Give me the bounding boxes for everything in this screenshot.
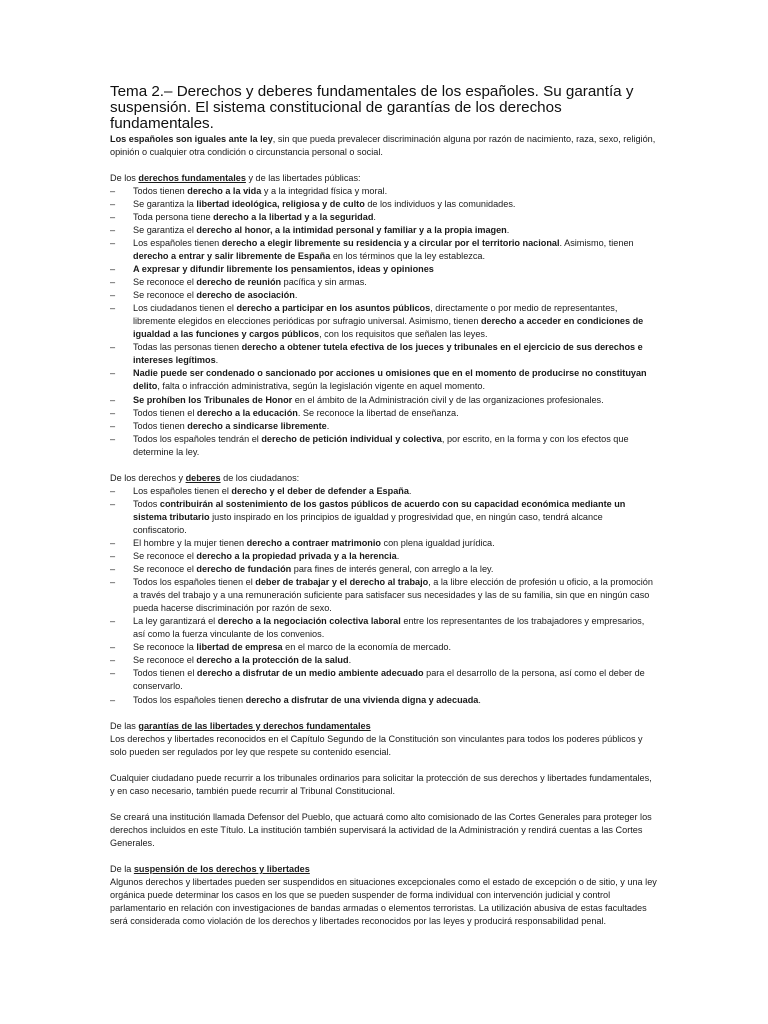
- bold-text: derecho a elegir libremente su residencia y a circular por el territorio nacional: [221, 237, 560, 248]
- text-run: Todos: [133, 498, 160, 509]
- dash-bullet: –: [110, 198, 116, 209]
- list-item: [110, 537, 658, 550]
- list-item: [110, 485, 658, 498]
- spacer: [110, 798, 658, 811]
- dash-bullet: –: [110, 185, 116, 196]
- spacer: [110, 850, 658, 863]
- text-run: .: [348, 655, 352, 666]
- dash-bullet: –: [110, 694, 116, 705]
- bold-text: contribuirán al sostenimiento de los gastos públicos de acuerdo con su capacidad económica mediante un sistema tributario: [133, 498, 626, 522]
- spacer: [110, 759, 658, 772]
- garantias-paragraph-2: Cualquier ciudadano puede recurrir a los tribunales ordinarios para solicitar la protección de sus derechos y libertades fundamentales, y en caso necesario, también puede recurrir al Tribunal Constitucional.: [110, 772, 652, 796]
- text-run: Todas las personas tienen: [133, 342, 242, 353]
- text-run: Se garantiza la: [133, 198, 197, 209]
- text-run: .: [408, 485, 412, 496]
- dash-bullet: –: [110, 551, 116, 562]
- text-run: De los derechos y: [110, 472, 186, 483]
- text-run: . Se reconoce la libertad de enseñanza.: [297, 407, 459, 418]
- list-item: [110, 694, 658, 707]
- text-run: .: [294, 290, 298, 301]
- dash-bullet: –: [110, 537, 116, 548]
- text-run: Se reconoce el: [133, 551, 197, 562]
- text-run: en el ámbito de la Administración civil y de las organizaciones profesionales.: [292, 394, 604, 405]
- section-heading-suspension: [110, 863, 658, 876]
- text-run: de los individuos y las comunidades.: [364, 198, 516, 209]
- spacer: [110, 159, 658, 172]
- bold-text: derecho de asociación: [196, 290, 295, 301]
- text-run: .: [506, 224, 510, 235]
- text-run: .: [215, 355, 219, 366]
- text-run: y a la integridad física y moral.: [261, 185, 388, 196]
- bold-text: derecho a disfrutar de un medio ambiente adecuado: [196, 668, 424, 679]
- section-heading-derechos-fundamentales: [110, 172, 658, 185]
- dash-bullet: –: [110, 668, 116, 679]
- list-item: [110, 211, 658, 224]
- text-run: .: [478, 694, 481, 705]
- text-run: , con los requisitos que señalen las leyes.: [319, 329, 488, 340]
- list-item: [110, 302, 658, 341]
- text-run: De la: [110, 863, 134, 874]
- bold-text: deber de trabajar y el derecho al trabajo: [255, 577, 429, 588]
- bold-text: derecho a la protección de la salud: [196, 655, 349, 666]
- bold-text: derecho de petición individual y colectiva: [261, 433, 442, 444]
- text-run: De las: [110, 720, 139, 731]
- text-run: Todos los españoles tienen el: [133, 577, 256, 588]
- text-run: .: [373, 211, 376, 222]
- bold-text: derecho al honor, a la intimidad personal y familiar y a la propia imagen: [196, 224, 507, 235]
- bold-text: derecho a disfrutar de una vivienda digna y adecuada: [245, 694, 479, 705]
- bold-text: derecho a la libertad y a la seguridad: [213, 211, 374, 222]
- text-run: Se reconoce el: [133, 290, 197, 301]
- list-deberes: [110, 485, 658, 707]
- list-item: [110, 641, 658, 654]
- text-run: Se reconoce la: [133, 642, 197, 653]
- bold-text: derecho a la educación: [196, 407, 298, 418]
- dash-bullet: –: [110, 342, 116, 353]
- list-item: [110, 341, 658, 367]
- text-run: , a la libre elección de profesión u oficio, a la promoción a través del trabajo y a una remuneración suficiente para satisfacer sus necesidades y las de su familia, sin que en ningún caso pueda hacerse discriminación por razón de sexo.: [133, 577, 653, 614]
- bold-text: derecho a la vida: [187, 185, 262, 196]
- list-item: [110, 276, 658, 289]
- text-run: Se garantiza el: [133, 224, 197, 235]
- list-derechos-fundamentales: [110, 185, 658, 459]
- dash-bullet: –: [110, 303, 116, 314]
- list-item: [110, 667, 658, 693]
- text-run: y de las libertades públicas:: [245, 172, 361, 183]
- list-item: [110, 615, 658, 641]
- text-run: con plena igualdad jurídica.: [381, 537, 495, 548]
- text-run: De los: [110, 172, 139, 183]
- section-heading-deberes: [110, 472, 658, 485]
- text-run: pacífica y sin armas.: [281, 277, 367, 288]
- spacer: [110, 707, 658, 720]
- section-heading-garantias: [110, 720, 658, 733]
- list-item: [110, 654, 658, 667]
- text-run: Los españoles tienen el: [133, 485, 232, 496]
- text-run: .: [396, 551, 400, 562]
- text-run: Se reconoce el: [133, 564, 197, 575]
- text-run: , directamente o por medio de representantes, libremente elegidos en elecciones periódicas por sufragio universal. Asimismo, tienen: [133, 303, 618, 327]
- text-run: .: [326, 420, 330, 431]
- text-run: en los términos que la ley establezca.: [330, 250, 485, 261]
- text-run: , por escrito, en la forma y con los efectos que determine la ley.: [133, 433, 629, 457]
- bold-text: A expresar y difundir libremente los pensamientos, ideas y opiniones: [133, 264, 434, 275]
- list-item: [110, 198, 658, 211]
- text-run: Toda persona tiene: [133, 211, 214, 222]
- text-run: Los ciudadanos tienen el: [133, 303, 237, 314]
- list-item: [110, 367, 658, 393]
- list-item: [110, 563, 658, 576]
- bold-text: derecho y el deber de defender a España: [231, 485, 409, 496]
- bold-text: derecho a contraer matrimonio: [246, 537, 381, 548]
- bold-text: derecho a la negociación colectiva laboral: [217, 616, 401, 627]
- text-run: El hombre y la mujer tienen: [133, 537, 247, 548]
- text-run: Todos tienen el: [133, 668, 197, 679]
- text-run: Todos tienen: [133, 185, 188, 196]
- text-run: justo inspirado en los principios de igualdad y progresividad que, en ningún caso, tendrá alcance confiscatorio.: [133, 511, 603, 535]
- text-run: Se reconoce el: [133, 277, 197, 288]
- text-run: . Asimismo, tienen: [559, 237, 634, 248]
- text-run: de los ciudadanos:: [220, 472, 300, 483]
- list-item: [110, 498, 658, 537]
- bold-text: Se prohíben los Tribunales de Honor: [133, 394, 293, 405]
- list-item: [110, 576, 658, 615]
- bold-text: derecho a obtener tutela efectiva de los jueces y tribunales en el ejercicio de sus derechos e intereses legítimos: [133, 342, 643, 366]
- text-run: , falta o infracción administrativa, según la legislación vigente en aquel momento.: [157, 381, 486, 392]
- underlined-heading-text: garantías de las libertades y derechos fundamentales: [138, 720, 371, 731]
- dash-bullet: –: [110, 277, 116, 288]
- document-page: [110, 84, 658, 928]
- list-item: [110, 224, 658, 237]
- text-run: Los españoles tienen: [133, 237, 222, 248]
- dash-bullet: –: [110, 407, 116, 418]
- bold-text: libertad ideológica, religiosa y de culto: [196, 198, 365, 209]
- dash-bullet: –: [110, 642, 116, 653]
- dash-bullet: –: [110, 264, 116, 275]
- spacer: [110, 459, 658, 472]
- text-run: Todos tienen: [133, 420, 188, 431]
- underlined-heading-text: derechos fundamentales: [138, 172, 246, 183]
- dash-bullet: –: [110, 655, 116, 666]
- dash-bullet: –: [110, 485, 116, 496]
- intro-paragraph: [110, 133, 658, 159]
- bold-text: derecho a acceder en condiciones de igualdad a las funciones y cargos públicos: [133, 316, 644, 340]
- underlined-heading-text: deberes: [185, 472, 221, 483]
- text-run: Todos los españoles tienen: [133, 694, 246, 705]
- text-run: Todos los españoles tendrán el: [133, 433, 262, 444]
- bold-text: derecho a participar en los asuntos públicos: [236, 303, 431, 314]
- dash-bullet: –: [110, 616, 116, 627]
- text-run: , sin que pueda prevalecer discriminación alguna por razón de nacimiento, raza, sexo, religión, opinión o cualquier otra condición o circunstancia personal o social.: [110, 133, 656, 157]
- bold-text: derecho a sindicarse libremente: [187, 420, 327, 431]
- list-item: [110, 394, 658, 407]
- dash-bullet: –: [110, 564, 116, 575]
- list-item: [110, 420, 658, 433]
- garantias-paragraph-3: Se creará una institución llamada Defensor del Pueblo, que actuará como alto comisionado de las Cortes Generales para proteger los derechos incluidos en este Título. La institución también supervisará la actividad de la Administración y rendirá cuentas a las Cortes Generales.: [110, 811, 652, 848]
- list-item: [110, 433, 658, 459]
- dash-bullet: –: [110, 237, 116, 248]
- dash-bullet: –: [110, 577, 116, 588]
- garantias-paragraph-1: Los derechos y libertades reconocidos en el Capítulo Segundo de la Constitución son vinculantes para todos los poderes públicos y solo pueden ser regulados por ley que respete su contenido esencial.: [110, 733, 643, 757]
- list-item: [110, 550, 658, 563]
- dash-bullet: –: [110, 224, 116, 235]
- dash-bullet: –: [110, 290, 116, 301]
- text-run: La ley garantizará el: [133, 616, 218, 627]
- dash-bullet: –: [110, 498, 116, 509]
- list-item: [110, 185, 658, 198]
- text-run: Todos tienen el: [133, 407, 197, 418]
- dash-bullet: –: [110, 394, 116, 405]
- underlined-heading-text: suspensión de los derechos y libertades: [133, 863, 310, 874]
- suspension-paragraph: Algunos derechos y libertades pueden ser suspendidos en situaciones excepcionales como el estado de excepción o de sitio, y una ley orgánica puede determinar los casos en los que se pueden suspender de forma individual con intervención judicial y control parlamentario en relación con investigaciones de bandas armadas o elementos terroristas. La utilización abusiva de estas facultades será considerada como violación de los derechos y libertades reconocidos por las leyes y producirá responsabilidad penal.: [110, 877, 657, 927]
- bold-text: libertad de empresa: [196, 642, 283, 653]
- bold-text: Los españoles son iguales ante la ley: [110, 133, 273, 144]
- list-item: [110, 237, 658, 263]
- text-run: para fines de interés general, con arreglo a la ley.: [291, 564, 494, 575]
- list-item: [110, 263, 658, 276]
- text-run: para el desarrollo de la persona, así como el deber de conservarlo.: [133, 668, 645, 692]
- dash-bullet: –: [110, 211, 116, 222]
- list-item: [110, 289, 658, 302]
- bold-text: derecho de fundación: [196, 564, 292, 575]
- bold-text: derecho a la propiedad privada y a la herencia: [196, 551, 397, 562]
- document-title: Tema 2.– Derechos y deberes fundamentales de los españoles. Su garantía y suspensión. El sistema constitucional de garantías de los derechos fundamentales.: [110, 83, 634, 133]
- text-run: Se reconoce el: [133, 655, 197, 666]
- bold-text: derecho de reunión: [196, 277, 282, 288]
- text-run: en el marco de la economía de mercado.: [282, 642, 452, 653]
- list-item: [110, 407, 658, 420]
- dash-bullet: –: [110, 433, 116, 444]
- dash-bullet: –: [110, 368, 116, 379]
- bold-text: derecho a entrar y salir libremente de España: [133, 250, 331, 261]
- bold-text: Nadie puede ser condenado o sancionado por acciones u omisiones que en el momento de producirse no constituyan delito: [133, 368, 647, 392]
- text-run: entre los representantes de los trabajadores y empresarios, así como la fuerza vinculante de los convenios.: [133, 616, 645, 640]
- dash-bullet: –: [110, 420, 116, 431]
